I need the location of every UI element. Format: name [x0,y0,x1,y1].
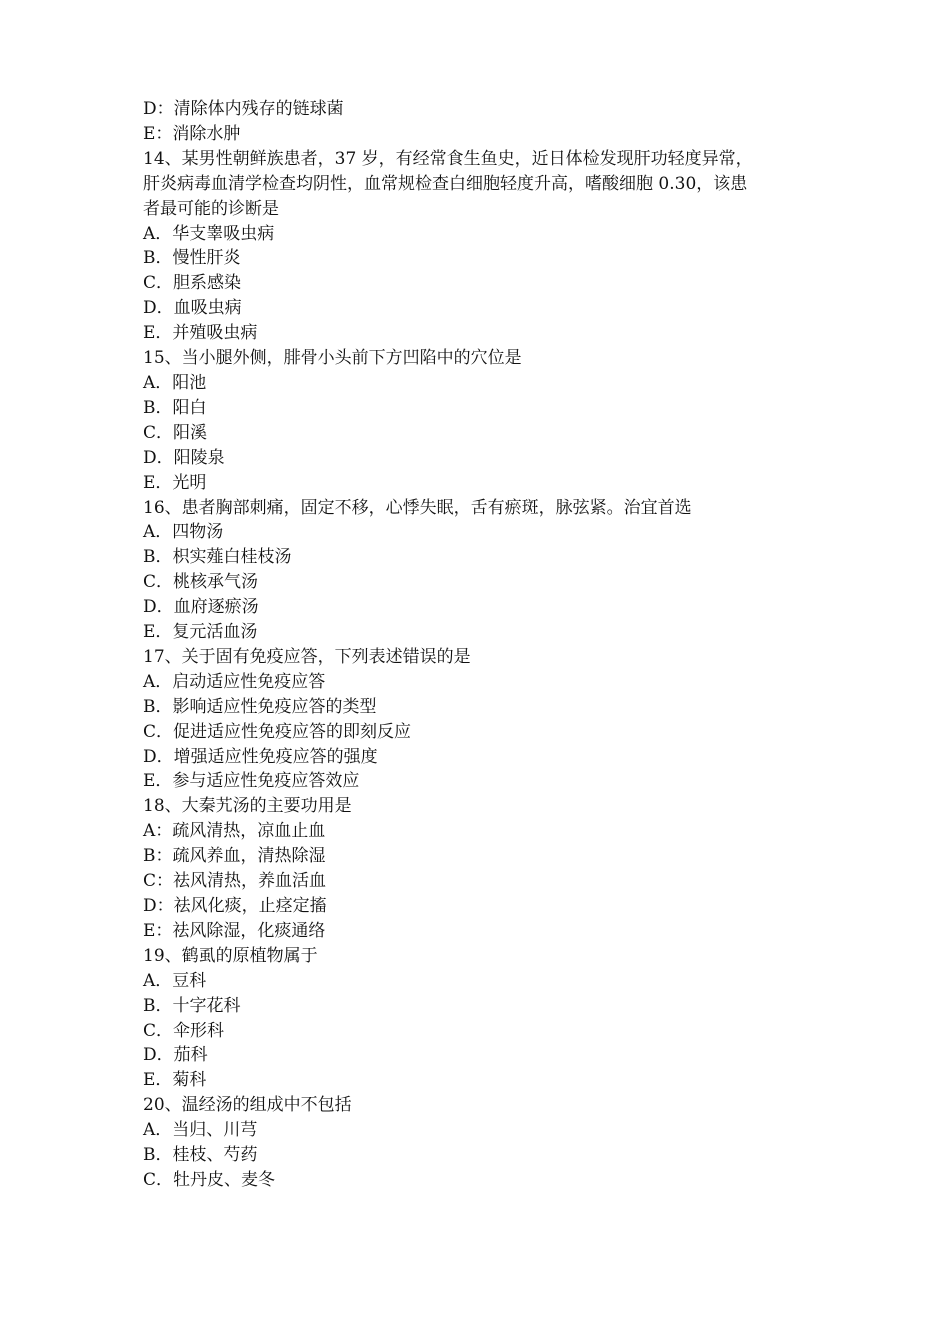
option-line: D：祛风化痰，止痉定搐 [143,896,327,916]
option-line: D．茄科 [143,1045,208,1066]
option-line: E．菊科 [143,1070,207,1091]
question-line: 者最可能的诊断是 [143,198,279,219]
option-line: D．阳陵泉 [143,447,225,468]
option-line: D．血府逐瘀汤 [143,597,259,618]
option-line: A．华支睾吸虫病 [143,223,275,244]
question-line: 15、当小腿外侧，腓骨小头前下方凹陷中的穴位是 [143,348,522,369]
option-line: D．增强适应性免疫应答的强度 [143,746,378,767]
option-line: C．牡丹皮、麦冬 [143,1169,276,1190]
option-line: A．阳池 [143,372,207,393]
option-line: B．枳实薤白桂枝汤 [143,547,292,568]
question-line: 18、大秦艽汤的主要功用是 [143,796,352,817]
option-line: C．促进适应性免疫应答的即刻反应 [143,721,412,742]
option-line: B．桂枝、芍药 [143,1145,258,1166]
option-line: A：疏风清热，凉血止血 [143,821,326,842]
option-line: B．十字花科 [143,995,241,1016]
option-line: B：疏风养血，清热除湿 [143,846,326,867]
option-line: D：清除体内残存的链球菌 [143,99,344,119]
option-line: A．豆科 [143,970,207,991]
option-line: B．阳白 [143,397,207,418]
option-line: C．伞形科 [143,1020,225,1041]
option-line: C．桃核承气汤 [143,572,259,593]
option-line: C：祛风清热，养血活血 [143,871,327,892]
option-line: A．四物汤 [143,522,224,543]
question-line: 肝炎病毒血清学检查均阴性，血常规检查白细胞轻度升高，嗜酸细胞 0.30，该患 [143,173,748,194]
question-line: 17、关于固有免疫应答，下列表述错误的是 [143,646,471,667]
question-line: 19、鹤虱的原植物属于 [143,945,318,966]
question-line: 16、患者胸部刺痛，固定不移，心悸失眠，舌有瘀斑，脉弦紧。治宜首选 [143,497,692,518]
option-line: C．阳溪 [143,422,208,443]
option-line: E：祛风除湿，化痰通络 [143,920,326,941]
exam-text [143,97,823,1193]
option-line: E．光明 [143,472,207,493]
question-line: 14、某男性朝鲜族患者，37 岁，有经常食生鱼史，近日体检发现肝功轻度异常， [143,148,753,169]
option-line: E：消除水肿 [143,123,241,144]
option-line: B．影响适应性免疫应答的类型 [143,696,377,717]
option-line: D．血吸虫病 [143,298,242,319]
option-line: C．胆系感染 [143,273,242,294]
option-line: B．慢性肝炎 [143,248,241,269]
option-line: A．启动适应性免疫应答 [143,671,326,692]
option-line: E．参与适应性免疫应答效应 [143,771,360,792]
question-line: 20、温经汤的组成中不包括 [143,1095,352,1116]
option-line: E．复元活血汤 [143,622,258,643]
option-line: A．当归、川芎 [143,1120,258,1141]
option-line: E．并殖吸虫病 [143,323,258,344]
